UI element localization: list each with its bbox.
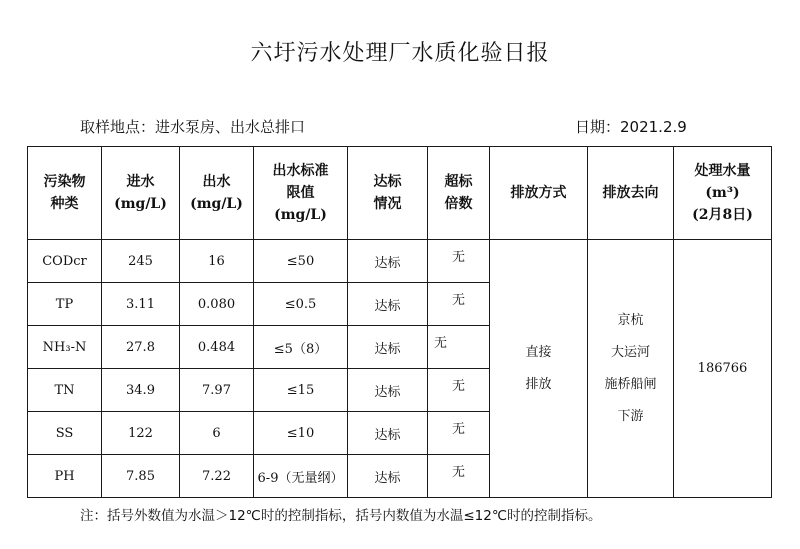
standard-cell: ≤50	[254, 240, 348, 283]
sampling-location: 取样地点：进水泵房、出水总排口	[80, 118, 306, 136]
standard-cell: ≤5（8）	[254, 326, 348, 369]
exceed-cell: 无	[428, 240, 490, 283]
status-cell: 达标	[348, 455, 428, 498]
exceed-cell: 无	[428, 455, 490, 498]
header-row	[28, 147, 772, 240]
standard-cell: ≤10	[254, 412, 348, 455]
footnote: 注：括号外数值为水温＞12℃时的控制指标，括号内数值为水温≤12℃时的控制指标。	[80, 508, 602, 524]
header-discharge-destination: 排放去向	[588, 147, 674, 240]
header-outlet: 出水 (mg/L)	[180, 147, 254, 240]
outlet-cell: 0.484	[180, 326, 254, 369]
discharge-destination-cell: 京杭 大运河 施桥船闸 下游	[588, 240, 674, 498]
header-inlet: 进水 (mg/L)	[102, 147, 180, 240]
report-date: 日期：2021.2.9	[575, 118, 687, 136]
exceed-cell: 无	[428, 412, 490, 455]
standard-cell: 6-9（无量纲）	[254, 455, 348, 498]
status-cell: 达标	[348, 283, 428, 326]
header-exceed: 超标 倍数	[428, 147, 490, 240]
pollutant-cell: TN	[28, 369, 102, 412]
standard-cell: ≤15	[254, 369, 348, 412]
header-pollutant: 污染物 种类	[28, 147, 102, 240]
inlet-cell: 122	[102, 412, 180, 455]
outlet-cell: 7.97	[180, 369, 254, 412]
standard-cell: ≤0.5	[254, 283, 348, 326]
report-title: 六圩污水处理厂水质化验日报	[250, 41, 550, 66]
inlet-cell: 34.9	[102, 369, 180, 412]
inlet-cell: 3.11	[102, 283, 180, 326]
inlet-cell: 245	[102, 240, 180, 283]
pollutant-cell: NH₃-N	[28, 326, 102, 369]
pollutant-cell: SS	[28, 412, 102, 455]
outlet-cell: 16	[180, 240, 254, 283]
header-status: 达标 情况	[348, 147, 428, 240]
status-cell: 达标	[348, 412, 428, 455]
status-cell: 达标	[348, 369, 428, 412]
outlet-cell: 7.22	[180, 455, 254, 498]
exceed-cell: 无	[428, 369, 490, 412]
outlet-cell: 6	[180, 412, 254, 455]
table-row	[28, 240, 772, 283]
status-cell: 达标	[348, 240, 428, 283]
outlet-cell: 0.080	[180, 283, 254, 326]
header-standard: 出水标准 限值 (mg/L)	[254, 147, 348, 240]
volume-cell: 186766	[674, 240, 772, 498]
status-cell: 达标	[348, 326, 428, 369]
pollutant-cell: TP	[28, 283, 102, 326]
pollutant-cell: PH	[28, 455, 102, 498]
header-volume: 处理水量 (m³) (2月8日)	[674, 147, 772, 240]
discharge-method-cell: 直接 排放	[490, 240, 588, 498]
header-discharge-method: 排放方式	[490, 147, 588, 240]
exceed-cell: 无	[428, 283, 490, 326]
pollutant-cell: CODcr	[28, 240, 102, 283]
water-quality-table	[27, 146, 772, 498]
inlet-cell: 27.8	[102, 326, 180, 369]
exceed-cell: 无	[428, 326, 490, 369]
inlet-cell: 7.85	[102, 455, 180, 498]
